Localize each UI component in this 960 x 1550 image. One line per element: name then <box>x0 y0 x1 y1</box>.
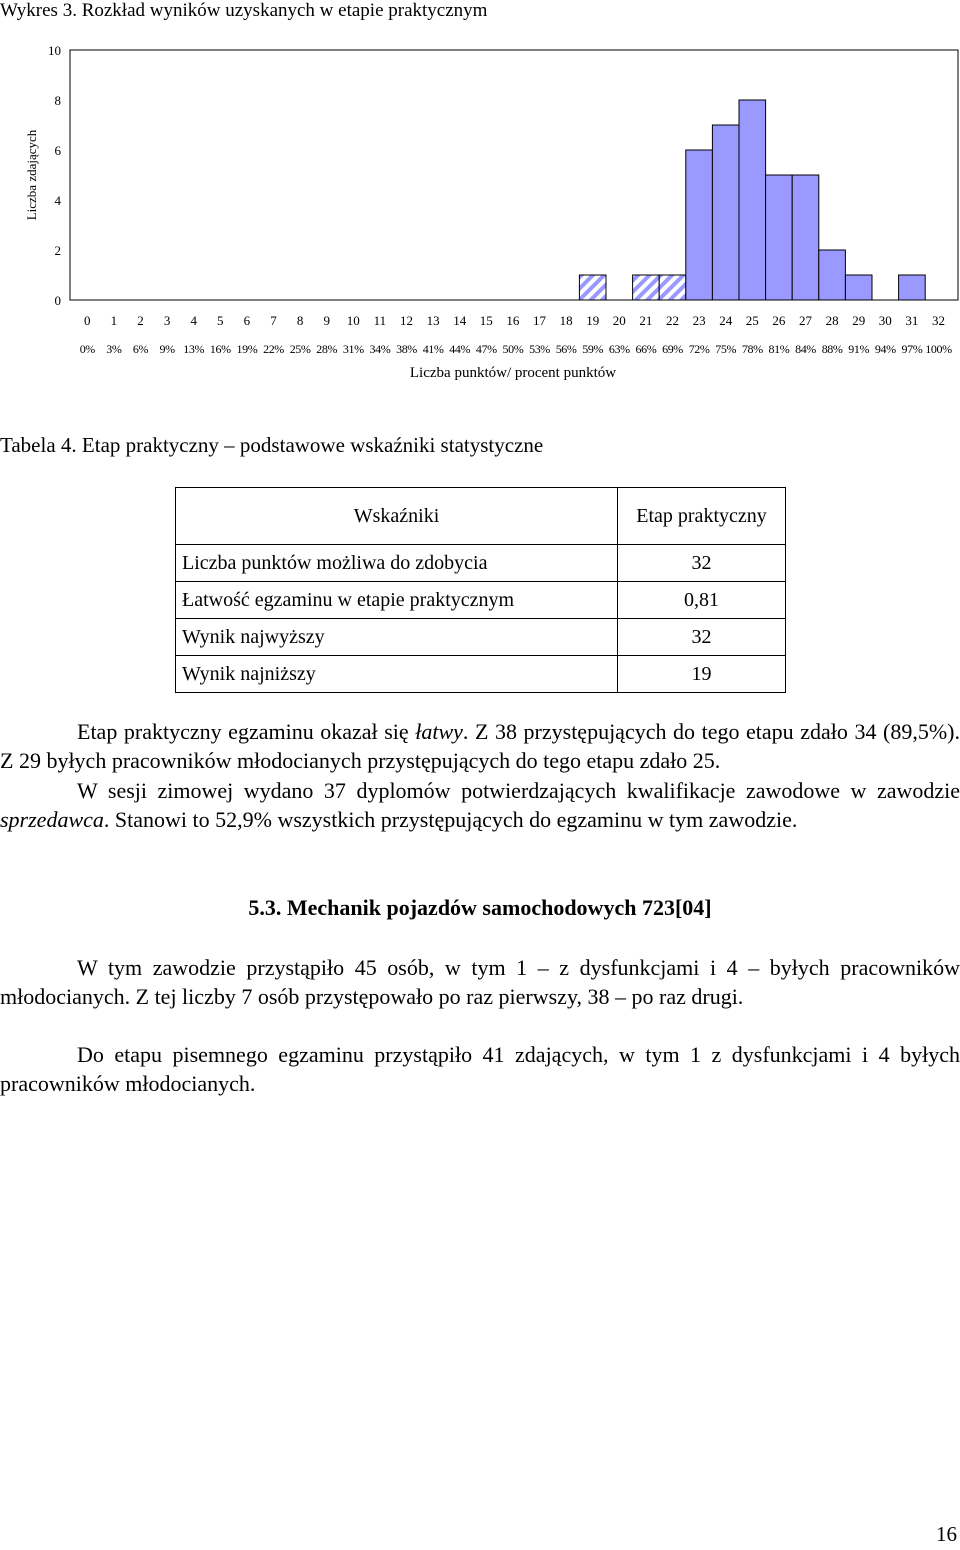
x-tick-label: 24 <box>719 313 733 328</box>
x-tick-label: 27 <box>799 313 812 328</box>
paragraph-exam-result <box>0 717 960 775</box>
percent-tick-label: 47% <box>475 342 497 356</box>
percent-tick-label: 38% <box>396 342 417 356</box>
percent-tick-label: 88% <box>821 342 843 356</box>
x-tick-label: 31 <box>905 313 919 328</box>
percent-tick-label: 91% <box>848 342 870 356</box>
x-tick-label: 3 <box>163 313 171 328</box>
percent-tick-labels <box>80 342 952 356</box>
x-tick-label: 8 <box>296 313 304 328</box>
table-header-row <box>176 488 786 545</box>
bar <box>739 100 766 300</box>
x-tick-label: 25 <box>745 313 759 328</box>
x-tick-label: 4 <box>190 313 197 328</box>
percent-tick-label: 34% <box>369 342 391 356</box>
x-tick-labels <box>84 313 945 328</box>
y-tick-label: 8 <box>54 93 61 108</box>
y-axis-label: Liczba zdających <box>24 129 39 221</box>
table-header-cell: Wskaźniki <box>176 488 618 545</box>
percent-tick-label: 72% <box>688 342 710 356</box>
bar <box>712 125 739 300</box>
percent-tick-label: 22% <box>263 342 284 356</box>
x-tick-label: 30 <box>878 313 892 328</box>
x-tick-label: 32 <box>932 313 945 328</box>
x-tick-label: 18 <box>559 313 573 328</box>
x-tick-label: 11 <box>373 313 387 328</box>
x-tick-label: 23 <box>692 313 706 328</box>
y-tick-label: 0 <box>54 293 61 308</box>
y-tick-labels <box>48 43 62 308</box>
x-tick-label: 0 <box>84 313 91 328</box>
table-header-cell: Etap praktyczny <box>618 488 786 545</box>
bar-hatched <box>579 275 606 300</box>
figure-caption: Wykres 3. Rozkład wyników uzyskanych w etapie praktycznym <box>0 0 488 21</box>
x-tick-label: 19 <box>586 313 600 328</box>
percent-tick-label: 25% <box>289 342 311 356</box>
x-tick-label: 12 <box>400 313 413 328</box>
percent-tick-label: 66% <box>635 342 657 356</box>
table-row <box>176 582 786 619</box>
bar-hatched <box>659 275 686 300</box>
x-tick-label: 2 <box>137 313 144 328</box>
paragraph-text: Etap praktyczny egzaminu okazał się <box>77 719 416 744</box>
percent-tick-label: 94% <box>874 342 896 356</box>
x-tick-label: 17 <box>533 313 546 328</box>
x-tick-label: 9 <box>323 313 330 328</box>
bar <box>845 275 872 300</box>
table-cell-value: 19 <box>618 656 786 693</box>
x-axis-label: Liczba punktów/ procent punktów <box>409 365 617 381</box>
x-tick-label: 14 <box>453 313 467 328</box>
x-tick-label: 10 <box>346 313 360 328</box>
histogram-chart <box>0 28 960 388</box>
x-tick-label: 7 <box>270 313 277 328</box>
bar <box>686 150 713 300</box>
x-tick-label: 15 <box>479 313 493 328</box>
x-tick-label: 28 <box>825 313 839 328</box>
percent-tick-label: 56% <box>555 342 577 356</box>
table-cell-label: Wynik najwyższy <box>176 619 618 656</box>
x-tick-label: 13 <box>426 313 440 328</box>
y-tick-label: 10 <box>48 43 61 58</box>
statistics-table <box>175 487 786 693</box>
table-row <box>176 545 786 582</box>
percent-tick-label: 41% <box>422 342 444 356</box>
table-cell-value: 32 <box>618 545 786 582</box>
x-tick-label: 21 <box>639 313 653 328</box>
table-caption: Tabela 4. Etap praktyczny – podstawowe wskaźniki statystyczne <box>0 433 544 457</box>
x-tick-label: 16 <box>506 313 520 328</box>
x-tick-label: 22 <box>666 313 679 328</box>
y-tick-label: 6 <box>54 143 61 158</box>
percent-tick-label: 97% <box>901 342 923 356</box>
percent-tick-label: 28% <box>316 342 338 356</box>
paragraph-text: Do etapu pisemnego egzaminu przystąpiło 41 zdających, w tym 1 z dysfunkcjami i 4 byłych pracowników młodocianych. <box>0 1042 960 1096</box>
paragraph-text: . Z 38 przystępujących do tego etapu zdało 34 (89,5%). Z 29 byłych pracowników młodocianych przystępujących do tego etapu zdało 25. <box>0 719 960 773</box>
table-cell-value: 32 <box>618 619 786 656</box>
percent-tick-label: 100% <box>925 342 952 356</box>
x-tick-label: 20 <box>612 313 626 328</box>
percent-tick-label: 50% <box>502 342 524 356</box>
percent-tick-label: 3% <box>106 342 122 356</box>
percent-tick-label: 6% <box>132 342 149 356</box>
paragraph-diplomas <box>0 776 960 834</box>
table-cell-label: Łatwość egzaminu w etapie praktycznym <box>176 582 618 619</box>
paragraph-text: . Stanowi to 52,9% wszystkich przystępujących do egzaminu w tym zawodzie. <box>103 807 798 832</box>
paragraph-emphasis: sprzedawca <box>0 807 104 832</box>
percent-tick-label: 78% <box>741 342 763 356</box>
percent-tick-label: 59% <box>582 342 604 356</box>
percent-tick-label: 69% <box>662 342 683 356</box>
table-row <box>176 656 786 693</box>
y-tick-label: 4 <box>54 193 61 208</box>
bar <box>819 250 846 300</box>
y-tick-label: 2 <box>54 243 61 258</box>
percent-tick-label: 44% <box>449 342 471 356</box>
section-heading: 5.3. Mechanik pojazdów samochodowych 723[04] <box>248 895 712 920</box>
x-tick-label: 26 <box>772 313 786 328</box>
bar-hatched <box>633 275 660 300</box>
x-tick-label: 5 <box>217 313 224 328</box>
paragraph-text: W tym zawodzie przystąpiło 45 osób, w tym 1 – z dysfunkcjami i 4 – byłych pracowników młodocianych. Z tej liczby 7 osób przystępowało po raz pierwszy, 38 – po raz drugi. <box>0 955 960 1009</box>
percent-tick-label: 53% <box>529 342 550 356</box>
percent-tick-label: 84% <box>795 342 816 356</box>
table-cell-label: Wynik najniższy <box>176 656 618 693</box>
x-tick-label: 1 <box>110 313 118 328</box>
percent-tick-label: 63% <box>608 342 630 356</box>
percent-tick-label: 13% <box>183 342 205 356</box>
percent-tick-label: 31% <box>342 342 364 356</box>
percent-tick-label: 75% <box>715 342 737 356</box>
page-number: 16 <box>936 1522 957 1546</box>
paragraph-participants <box>0 953 960 1011</box>
paragraph-text: W sesji zimowej wydano 37 dyplomów potwierdzających kwalifikacje zawodowe w zawodzie <box>77 778 960 803</box>
percent-tick-label: 16% <box>209 342 231 356</box>
x-tick-label: 6 <box>243 313 251 328</box>
x-tick-label: 29 <box>852 313 866 328</box>
table-row <box>176 619 786 656</box>
bar <box>766 175 793 300</box>
percent-tick-label: 19% <box>236 342 258 356</box>
table-cell-value: 0,81 <box>618 582 786 619</box>
table-cell-label: Liczba punktów możliwa do zdobycia <box>176 545 618 582</box>
bar <box>899 275 926 300</box>
bar <box>792 175 819 300</box>
paragraph-emphasis: łatwy <box>415 719 463 744</box>
bars <box>579 100 925 300</box>
percent-tick-label: 0% <box>79 342 95 356</box>
paragraph-written-stage <box>0 1040 960 1098</box>
percent-tick-label: 9% <box>159 342 175 356</box>
percent-tick-label: 81% <box>768 342 790 356</box>
